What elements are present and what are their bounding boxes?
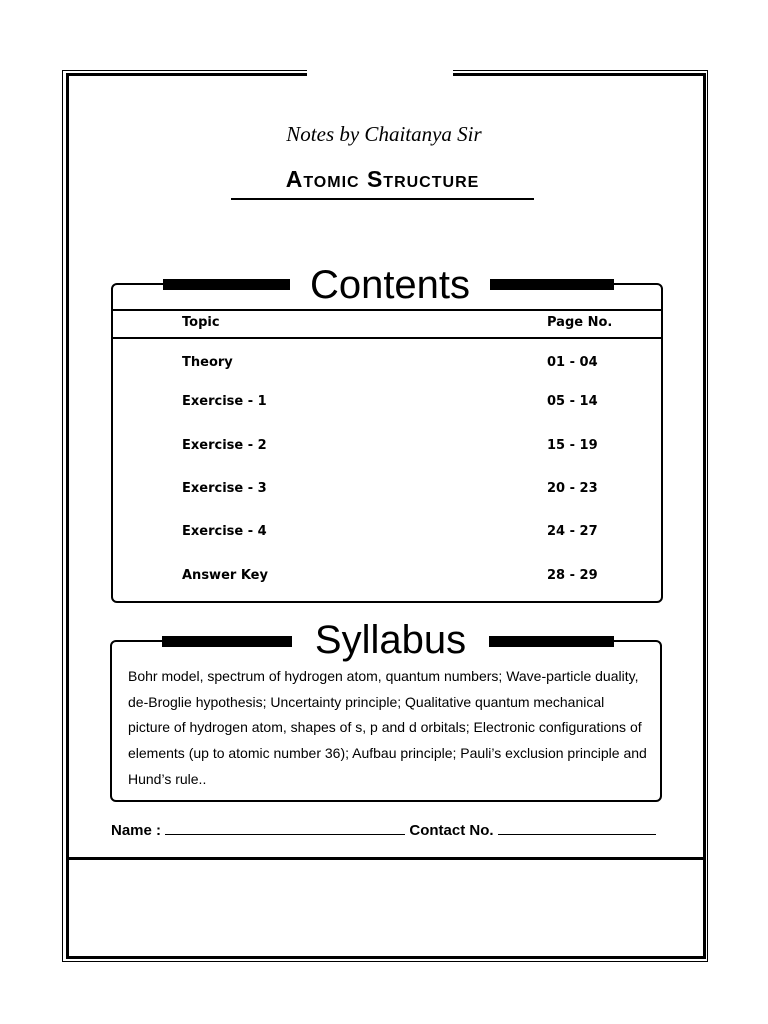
footer-divider xyxy=(66,857,706,860)
table-row-topic: Exercise - 2 xyxy=(182,438,267,453)
page-title: Atomic Structure xyxy=(285,166,480,192)
table-row-page: 20 - 23 xyxy=(547,481,598,496)
table-header-top-line xyxy=(113,309,661,311)
table-row-page: 24 - 27 xyxy=(547,524,598,539)
column-header-topic: Topic xyxy=(182,315,220,330)
syllabus-heading: Syllabus xyxy=(292,618,489,662)
name-label: Name : xyxy=(111,822,162,839)
table-row-topic: Exercise - 4 xyxy=(182,524,267,539)
contents-heading-bar-right xyxy=(478,279,614,290)
student-info-line xyxy=(111,820,656,839)
author-line: Notes by Chaitanya Sir xyxy=(286,122,482,146)
table-header-bottom-line xyxy=(113,337,661,339)
column-header-page: Page No. xyxy=(547,315,613,330)
table-row-page: 01 - 04 xyxy=(547,355,598,370)
contents-heading: Contents xyxy=(290,263,490,307)
table-row-page: 05 - 14 xyxy=(547,394,598,409)
name-field[interactable] xyxy=(165,820,405,835)
table-row-topic: Theory xyxy=(182,355,233,370)
title-block xyxy=(231,162,534,196)
contact-label: Contact No. xyxy=(409,822,494,839)
table-row-topic: Exercise - 3 xyxy=(182,481,267,496)
syllabus-heading-bar-left xyxy=(162,636,292,647)
table-row-page: 15 - 19 xyxy=(547,438,598,453)
syllabus-heading-bar-right xyxy=(478,636,614,647)
title-underline xyxy=(231,198,534,200)
frame-top-gap xyxy=(307,66,453,78)
table-row-page: 28 - 29 xyxy=(547,568,598,583)
syllabus-text: Bohr model, spectrum of hydrogen atom, quantum numbers; Wave-particle duality, de-Broglie hypothesis; Uncertainty principle; Qualitative quantum mechanical picture of hydrogen atom, shapes of s, p and d orbitals; Electronic configurations of elements (up to atomic number 36); Aufbau principle; Pauli’s exclusion principle and Hund’s rule.. xyxy=(128,668,647,787)
table-row-topic: Answer Key xyxy=(182,568,268,583)
contents-heading-bar-left xyxy=(163,279,293,290)
table-row-topic: Exercise - 1 xyxy=(182,394,267,409)
contact-field[interactable] xyxy=(498,820,656,835)
